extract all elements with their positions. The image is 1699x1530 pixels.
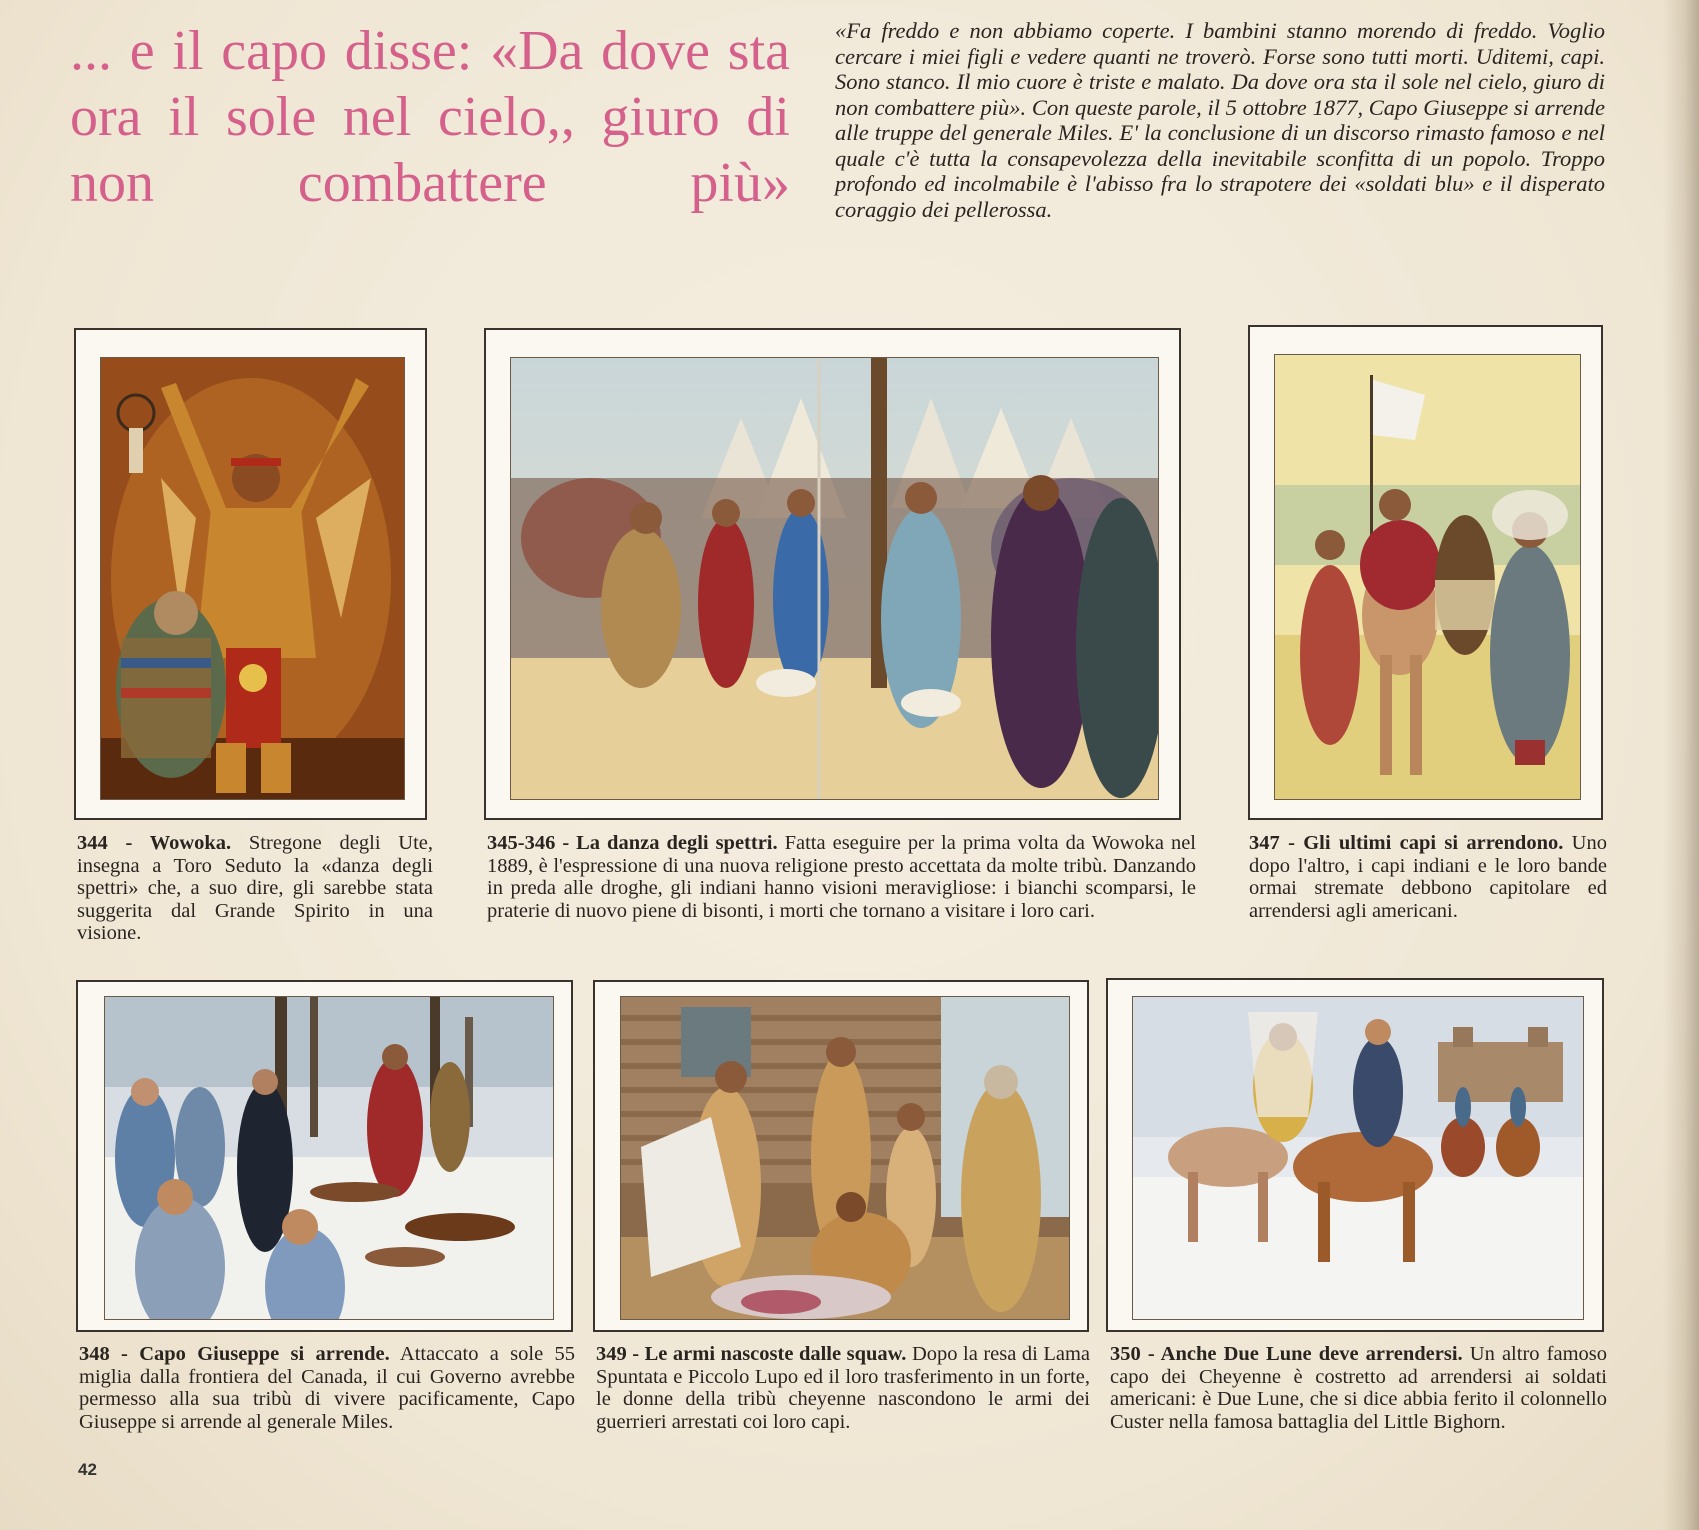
card-350-illustration xyxy=(1132,996,1584,1320)
card-344-illustration xyxy=(100,357,405,800)
card-345-346-text: Fatta eseguire per la prima volta da Wowoka nel 1889, è l'espressione di una nuova religione presto accettata da molte tribù. Danzando in preda alle droghe, gli indiani hanno visioni meravigliose: i bianchi scomparsi, le praterie di nuovo piene di bisonti, i morti che tornano a visitare i loro cari. xyxy=(487,832,1196,922)
card-345-346-title: 345-346 - La danza degli spettri. xyxy=(487,832,778,854)
headline: ... e il capo disse: «Da dove sta ora il sole nel cielo,, giuro di non combattere più» xyxy=(70,20,790,214)
card-350-text: Un altro famoso capo dei Cheyenne è costretto ad arrendersi ai soldati americani: è Due Lune, che si dice abbia ferito il colonnello Custer nella famosa battaglia del Little Bighorn. xyxy=(1110,1343,1607,1433)
two-moons-surrender-illustration xyxy=(1133,997,1583,1319)
card-350-frame xyxy=(1106,978,1604,1332)
card-349-caption xyxy=(596,1343,1090,1433)
card-347-title: 347 - Gli ultimi capi si arrendono. xyxy=(1249,832,1564,854)
card-347-caption xyxy=(1249,832,1607,922)
card-344-text: Stregone degli Ute, insegna a Toro Seduto la «danza degli spettri» che, a suo dire, gli sarebbe stata suggerita dal Grande Spirito in una visione. xyxy=(77,832,433,944)
card-347-frame xyxy=(1248,325,1603,820)
card-344-frame xyxy=(74,328,427,820)
card-345-346-illustration xyxy=(510,357,1159,800)
card-348-caption xyxy=(79,1343,575,1433)
card-349-text: Dopo la resa di Lama Spuntata e Piccolo Lupo ed il loro trasferimento in un forte, le donne della tribù cheyenne nascondono le armi dei guerrieri arrestati coi loro capi. xyxy=(596,1343,1090,1433)
page-gutter-shadow xyxy=(1663,0,1699,1530)
wowoka-illustration xyxy=(101,358,404,799)
card-350-title: 350 - Anche Due Lune deve arrendersi. xyxy=(1110,1343,1463,1365)
ghost-dance-illustration xyxy=(511,358,1158,799)
card-347-illustration xyxy=(1274,354,1581,800)
card-347-text: Uno dopo l'altro, i capi indiani e le loro bande ormai stremate debbono capitolare ed arrendersi agli americani. xyxy=(1249,832,1607,922)
card-348-frame xyxy=(76,980,573,1332)
card-345-346-caption xyxy=(487,832,1196,922)
chief-joseph-surrender-illustration xyxy=(105,997,553,1319)
surrender-chiefs-illustration xyxy=(1275,355,1580,799)
hidden-weapons-illustration xyxy=(621,997,1069,1319)
card-345-346-frame xyxy=(484,328,1181,820)
card-348-text: Attaccato a sole 55 miglia dalla frontiera del Canada, il cui Governo avrebbe permesso alla sua tribù di vivere pacificamente, Capo Giuseppe si arrende al generale Miles. xyxy=(79,1343,575,1433)
card-349-title: 349 - Le armi nascoste dalle squaw. xyxy=(596,1343,907,1365)
intro-quote: «Fa freddo e non abbiamo coperte. I bambini stanno morendo di freddo. Voglio cercare i miei figli e vedere quanti ne troverò. Forse sono tutti morti. Uditemi, capi. Sono stanco. Il mio cuore è triste e malato. Da dove ora sta il sole nel cielo, giuro di non combattere più». Con queste parole, il 5 ottobre 1877, Capo Giuseppe si arrende alle truppe del generale Miles. E' la conclusione di un discorso rimasto famoso e nel quale c'è tutta la consapevolezza della inevitabile sconfitta di un popolo. Troppo profondo ed incolmabile è l'abisso fra lo strapotere dei «soldati blu» e il disperato coraggio dei pellerossa. xyxy=(835,18,1605,222)
card-350-caption xyxy=(1110,1343,1607,1433)
page-number: 42 xyxy=(78,1460,97,1479)
card-344-title: 344 - Wowoka. xyxy=(77,832,232,854)
card-349-frame xyxy=(593,980,1089,1332)
card-344-caption xyxy=(77,832,433,945)
card-348-illustration xyxy=(104,996,554,1320)
card-348-title: 348 - Capo Giuseppe si arrende. xyxy=(79,1343,390,1365)
card-349-illustration xyxy=(620,996,1070,1320)
